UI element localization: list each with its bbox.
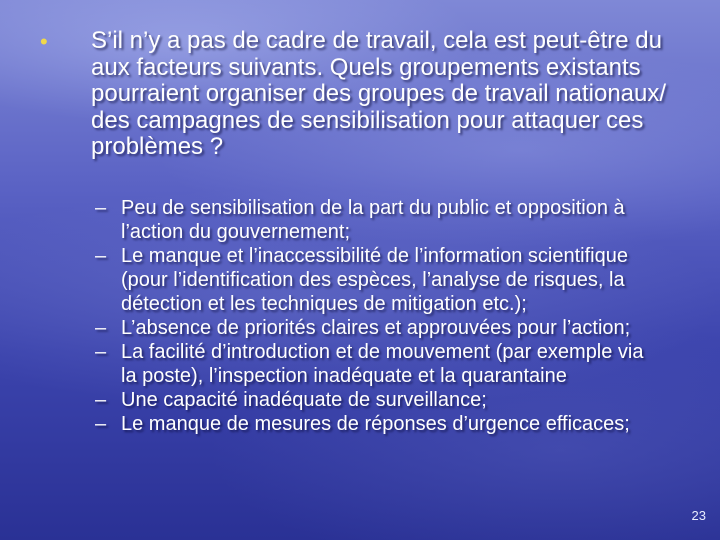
sub-bullet-text: Le manque de mesures de réponses d’urgence efficaces; (121, 413, 630, 435)
sub-bullet-item (95, 388, 658, 412)
dash-icon: – (95, 245, 107, 267)
sub-bullet-text: Le manque et l’inaccessibilité de l’information scientifique (pour l’identification des espèces, l’analyse de risques, la détection et les techniques de mitigation etc.); (121, 245, 628, 315)
dash-icon: – (95, 197, 107, 219)
dash-icon: – (95, 317, 107, 339)
page-number: 23 (691, 508, 706, 523)
sub-bullet-item (95, 316, 658, 340)
sub-bullet-text: La facilité d’introduction et de mouvement (par exemple via la poste), l’inspection inadéquate et la quarantaine (121, 341, 644, 387)
bullet-dot-icon: • (40, 29, 48, 54)
sub-bullet-list (95, 196, 658, 436)
sub-bullet-item (95, 412, 658, 436)
sub-bullet-item (95, 340, 658, 388)
sub-bullet-text: Une capacité inadéquate de surveillance; (121, 389, 487, 411)
sub-bullet-text: L’absence de priorités claires et approuvées pour l’action; (121, 317, 631, 339)
sub-bullet-item (95, 196, 658, 244)
dash-icon: – (95, 341, 107, 363)
dash-icon: – (95, 413, 107, 435)
sub-bullet-text: Peu de sensibilisation de la part du public et opposition à l’action du gouvernement; (121, 197, 625, 243)
sub-bullet-item (95, 244, 658, 316)
dash-icon: – (95, 389, 107, 411)
main-bullet-text: S’il n’y a pas de cadre de travail, cela est peut-être du aux facteurs suivants. Quels groupements existants pourraient organiser des groupes de travail nationaux/ des campagnes de sensibilisation pour attaquer ces problèmes ? (91, 27, 667, 160)
